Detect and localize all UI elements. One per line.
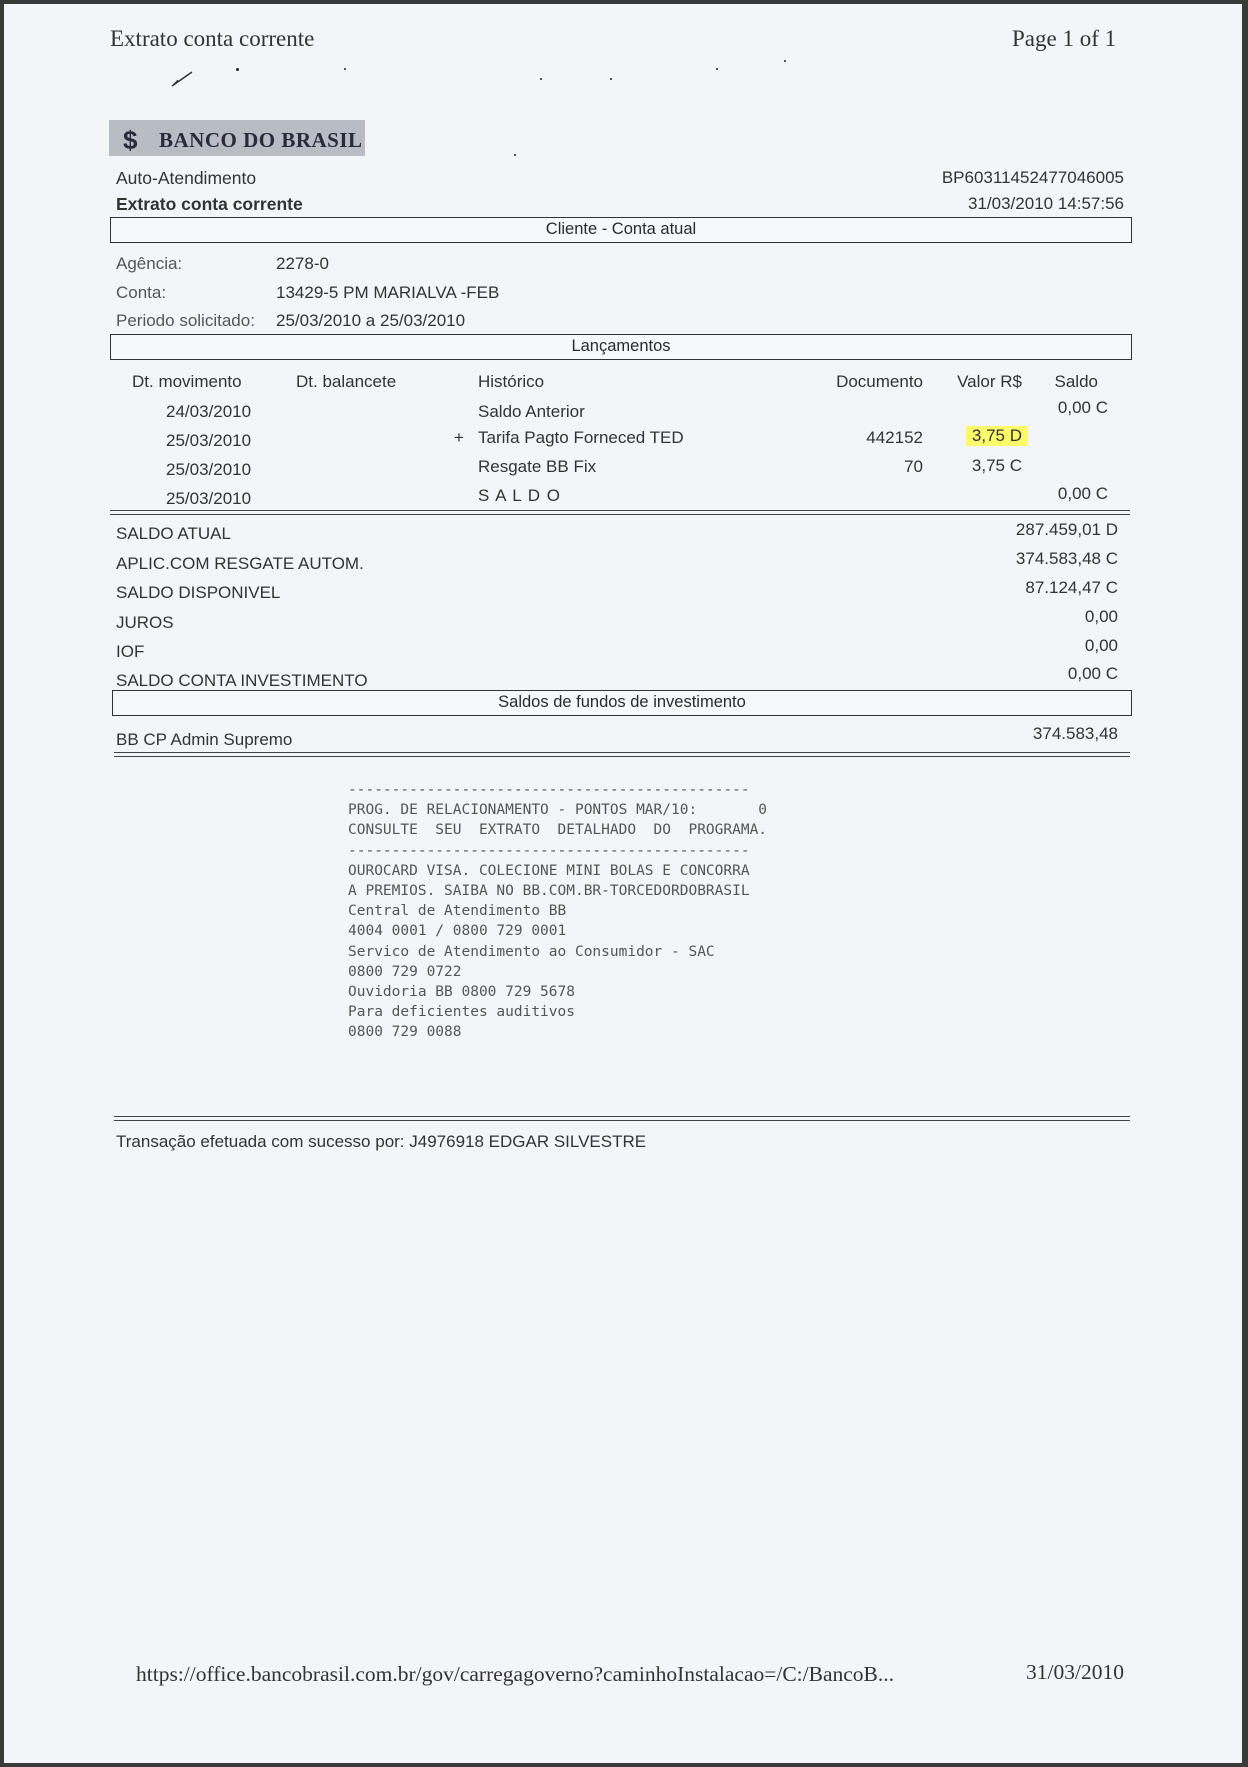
- speck: [344, 68, 346, 70]
- col-header-dt-movimento: Dt. movimento: [132, 372, 242, 391]
- message-line: 4004 0001 / 0800 729 0001: [348, 923, 567, 940]
- row-valor: 3,75 C: [971, 456, 1022, 475]
- message-line: OUROCARD VISA. COLECIONE MINI BOLAS E CONCORRA: [348, 862, 750, 879]
- periodo-value: 25/03/2010 a 25/03/2010: [276, 311, 466, 330]
- summary-value: 0,00: [1084, 607, 1118, 626]
- message-line: Central de Atendimento BB: [348, 903, 567, 920]
- client-section-title: Cliente - Conta atual: [545, 220, 697, 238]
- print-page-number: Page 1 of 1: [1012, 26, 1117, 51]
- message-line: Ouvidoria BB 0800 729 5678: [348, 984, 575, 1001]
- col-header-historico: Histórico: [478, 372, 545, 391]
- dash-line: ----------------------------------------------: [348, 842, 750, 859]
- message-line: 0800 729 0088: [348, 1024, 462, 1041]
- message-line: 0800 729 0722: [348, 963, 462, 980]
- print-url: https://office.bancobrasil.com.br/gov/carregagoverno?caminhoInstalacao=/C:/BancoB...: [136, 1662, 895, 1686]
- row-saldo: 0,00 C: [1057, 484, 1108, 503]
- agencia-label: Agência:: [116, 254, 183, 273]
- bank-logo: [109, 120, 365, 156]
- row-date: 25/03/2010: [166, 460, 252, 479]
- message-line: Servico de Atendimento ao Consumidor - SAC: [348, 943, 715, 960]
- message-line: CONSULTE SEU EXTRATO DETALHADO DO PROGRAMA.: [348, 822, 768, 839]
- document-code: BP60311452477046005: [941, 168, 1124, 187]
- col-header-documento: Documento: [836, 372, 923, 391]
- row-historico: S A L D O: [478, 486, 562, 505]
- row-date: 25/03/2010: [166, 489, 252, 508]
- row-historico: Tarifa Pagto Forneced TED: [478, 428, 684, 447]
- lancamentos-section-header: [110, 334, 1132, 360]
- messages-block: [348, 780, 767, 1043]
- print-title: Extrato conta corrente: [110, 26, 315, 51]
- lancamentos-section-title: Lançamentos: [571, 337, 671, 355]
- row-saldo: 0,00 C: [1057, 398, 1108, 417]
- dash-line: ----------------------------------------------: [348, 782, 750, 798]
- document-title: Extrato conta corrente: [116, 194, 303, 214]
- client-section-header: [110, 217, 1132, 243]
- row-documento: 70: [904, 457, 923, 476]
- summary-label: SALDO DISPONIVEL: [116, 583, 281, 602]
- speck: [236, 68, 239, 71]
- row-date: 25/03/2010: [166, 431, 252, 450]
- transaction-text: Transação efetuada com sucesso por: J4976918 EDGAR SILVESTRE: [116, 1132, 647, 1151]
- print-date: 31/03/2010: [1026, 1660, 1124, 1684]
- speck: [610, 78, 612, 80]
- col-header-valor: Valor R$: [957, 372, 1022, 391]
- row-valor-highlighted: 3,75 D: [966, 426, 1028, 446]
- message-line: Para deficientes auditivos: [348, 1004, 575, 1021]
- speck: [514, 154, 516, 156]
- service-name: Auto-Atendimento: [116, 168, 257, 188]
- message-line: PROG. DE RELACIONAMENTO - PONTOS MAR/10: 0: [348, 802, 768, 819]
- summary-label: IOF: [116, 642, 145, 661]
- fundos-section-title: Saldos de fundos de investimento: [498, 693, 746, 711]
- periodo-label: Periodo solicitado:: [116, 311, 255, 330]
- conta-label: Conta:: [116, 283, 167, 302]
- transaction-rule: [114, 1116, 1130, 1121]
- summary-label: SALDO CONTA INVESTIMENTO: [116, 671, 368, 690]
- summary-label: SALDO ATUAL: [116, 524, 231, 543]
- pen-mark-icon: [170, 68, 196, 88]
- fundo-name: BB CP Admin Supremo: [116, 730, 293, 749]
- row-marker: +: [454, 428, 464, 447]
- bank-logo-mark-icon: $: [123, 125, 138, 155]
- document-datetime: 31/03/2010 14:57:56: [968, 194, 1124, 213]
- col-header-saldo: Saldo: [1054, 372, 1098, 391]
- col-header-dt-balancete: Dt. balancete: [296, 372, 397, 391]
- summary-value: 287.459,01 D: [1015, 520, 1118, 539]
- message-line: A PREMIOS. SAIBA NO BB.COM.BR-TORCEDORDOBRASIL: [348, 883, 750, 900]
- summary-value: 87.124,47 C: [1025, 578, 1118, 597]
- speck: [784, 60, 786, 62]
- row-historico: Resgate BB Fix: [478, 457, 597, 476]
- fundos-bottom-rule: [114, 752, 1130, 757]
- fundo-value: 374.583,48: [1032, 724, 1118, 743]
- row-historico: Saldo Anterior: [478, 402, 585, 421]
- agencia-value: 2278-0: [276, 254, 329, 273]
- row-date: 24/03/2010: [166, 402, 252, 421]
- speck: [540, 78, 542, 80]
- bank-logo-text: BANCO DO BRASIL: [159, 128, 363, 152]
- summary-label: APLIC.COM RESGATE AUTOM.: [116, 554, 364, 573]
- table-bottom-rule: [110, 510, 1130, 515]
- summary-value: 0,00: [1084, 636, 1118, 655]
- document-page: [4, 4, 1242, 1763]
- row-documento: 442152: [866, 428, 923, 447]
- fundos-section-header: [112, 690, 1132, 716]
- speck: [716, 68, 718, 70]
- summary-value: 374.583,48 C: [1015, 549, 1118, 568]
- conta-value: 13429-5 PM MARIALVA -FEB: [276, 283, 500, 302]
- summary-value: 0,00 C: [1067, 664, 1118, 683]
- summary-label: JUROS: [116, 613, 174, 632]
